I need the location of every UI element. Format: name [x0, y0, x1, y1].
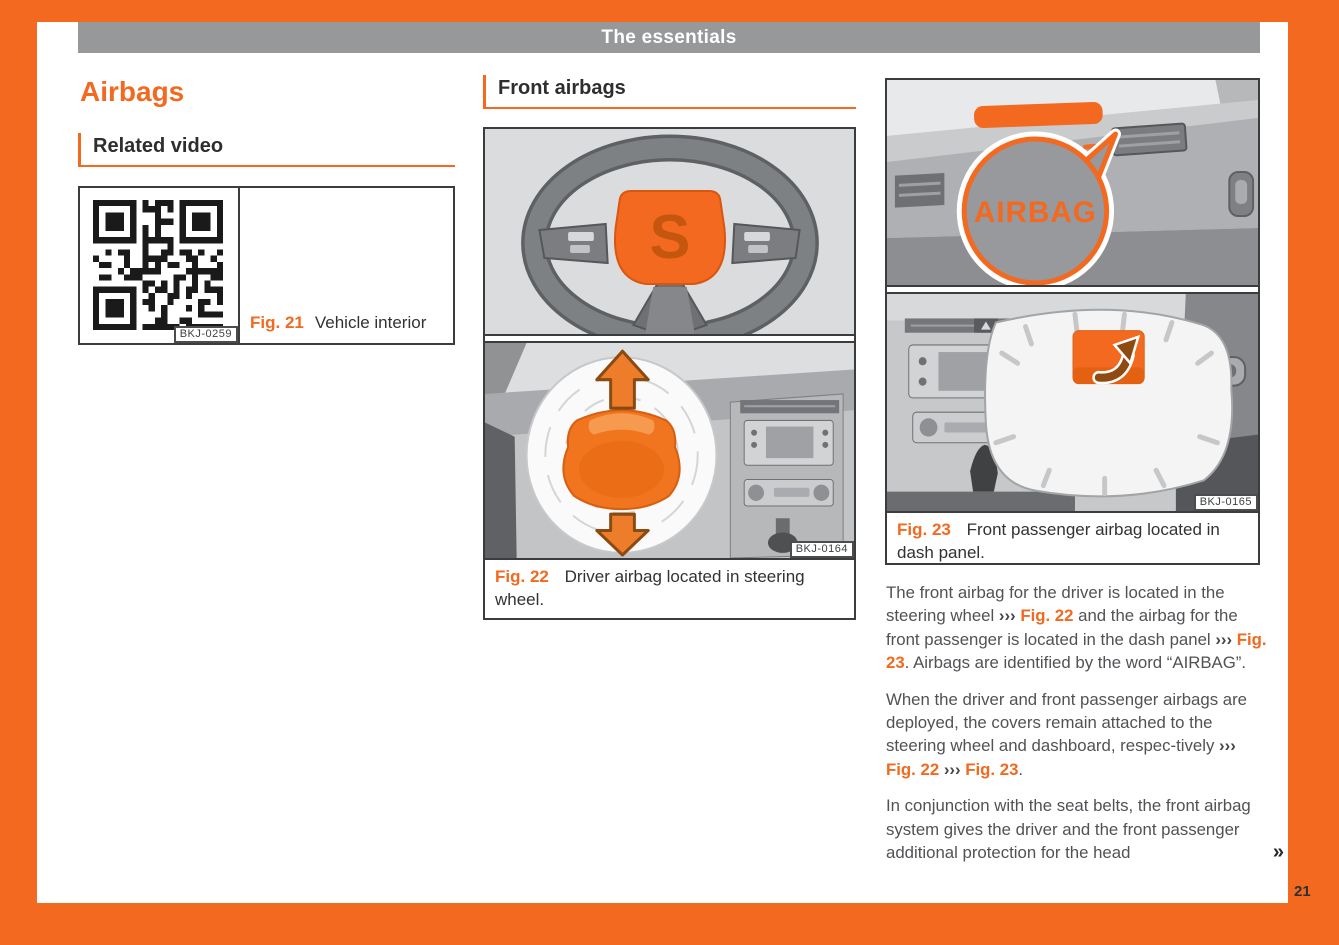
figure-21-label: Fig. 21: [250, 313, 304, 332]
figure-22-box: [483, 127, 856, 620]
image-code-badge: BKJ-0165: [1194, 494, 1258, 511]
figure-23-box: [885, 78, 1260, 565]
qr-code: [93, 200, 223, 330]
body-text: [886, 581, 1284, 864]
see-reference-arrows: ›››: [1215, 629, 1237, 649]
steering-wheel-illustration: [485, 129, 854, 334]
figure-22-label: Fig. 22: [495, 567, 549, 586]
dash-panel-illustration: [887, 80, 1258, 285]
image-code-badge: BKJ-0259: [174, 326, 238, 343]
qr-pane: [80, 188, 240, 343]
figure-23-reference: Fig. 23: [886, 629, 1267, 673]
seat-logo: S: [649, 202, 691, 273]
page-title: Airbags: [80, 76, 185, 107]
figure-22-reference: Fig. 22: [886, 759, 940, 779]
driver-airbag-illustration: [485, 343, 854, 558]
paragraph-1: The front airbag for the driver is located in the steering wheel ››› Fig. 22 and the airbag for the front passenger is located in the dash panel ››› Fig. 23. Airbags are identified by the word “AIRBAG”.: [886, 583, 1267, 673]
figure-23-label: Fig. 23: [897, 520, 951, 539]
page-border-top: [0, 0, 1339, 22]
passenger-airbag-image: [887, 292, 1258, 513]
figure-21-text: Vehicle interior: [314, 313, 427, 332]
figure-22-reference: Fig. 22: [1020, 606, 1074, 626]
chapter-header-bar: [78, 22, 1260, 53]
paragraph-2: When the driver and front passenger airbags are deployed, the covers remain attached to the steering wheel and dashboard, respec-tively ››› Fig. 22 ››› Fig. 23.: [886, 689, 1248, 779]
figure-21-box: [78, 186, 455, 345]
see-reference-arrows: ›››: [998, 606, 1021, 626]
paragraph-3: In conjunction with the seat belts, the front airbag system gives the driver and the front passenger additional protection for the head »: [886, 796, 1284, 864]
front-airbags-heading: Front airbags: [483, 75, 856, 109]
figure-21-caption: [240, 188, 453, 343]
related-video-heading: Related video: [78, 133, 455, 167]
page-border-bottom: [0, 903, 1339, 945]
page-border-left: [0, 0, 37, 945]
driver-airbag-image: [485, 341, 854, 560]
chapter-title: The essentials: [601, 26, 737, 48]
figure-22-text: Driver airbag located in steering wheel.: [495, 567, 805, 609]
see-reference-arrows: ›››: [943, 759, 966, 779]
figure-23-caption: [887, 513, 1258, 564]
dash-airbag-location-image: [887, 80, 1258, 287]
passenger-airbag-illustration: [887, 294, 1258, 511]
page-number: 21: [1294, 883, 1311, 900]
image-code-badge: BKJ-0164: [790, 541, 854, 558]
figure-22-caption: [485, 560, 854, 611]
see-reference-arrows: ›››: [1219, 736, 1236, 756]
figure-23-reference: Fig. 23: [965, 759, 1019, 779]
airbag-bubble-text: AIRBAG: [973, 195, 1097, 230]
steering-wheel-image: [485, 129, 854, 336]
continues-next-page-symbol: »: [1272, 841, 1284, 864]
figure-23-text: Front passenger airbag located in dash panel.: [897, 520, 1220, 562]
page-border-right: [1288, 0, 1339, 945]
